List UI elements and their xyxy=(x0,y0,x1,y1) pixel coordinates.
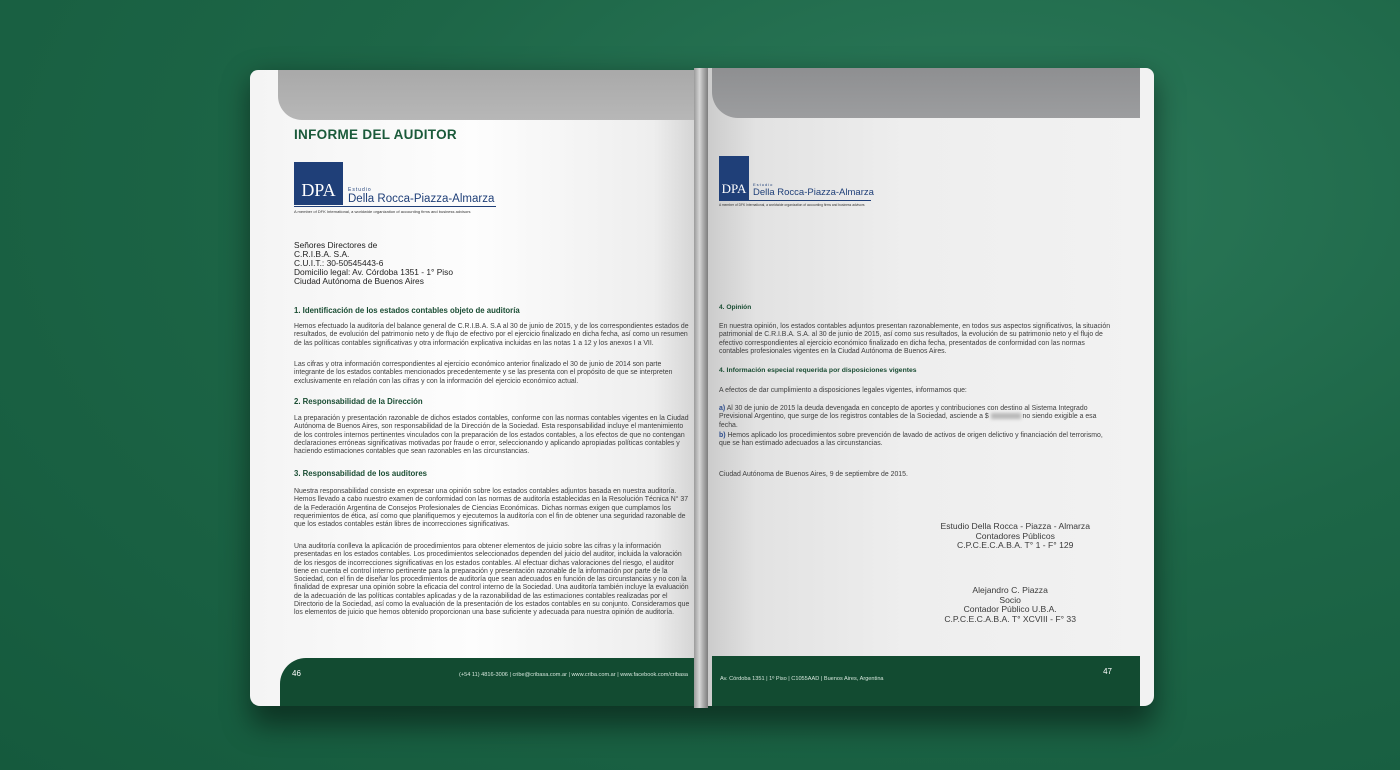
right-page xyxy=(702,68,1154,706)
item-label: a) xyxy=(719,405,726,412)
list-item-b xyxy=(719,432,1113,449)
signature-line: Socio xyxy=(999,594,1021,605)
paragraph: Nuestra responsabilidad consiste en expresar una opinión sobre los estados contables adjuntos basada en nuestra auditoría. Hemos llevado a cabo nuestro examen de conformidad con las normas de auditoría establecidas en la Resolución Técnica N° 37 de la Federación Argentina de Consejos Profesionales de Ciencias Económicas. Dichas normas exigen que cumplamos los requerimientos de ética, así como que planifiquemos y ejecutemos la auditoría con el fin de obtener una seguridad razonable de que los estados contables están libres de incorrecciones significativas. xyxy=(294,488,689,529)
redacted-amount xyxy=(991,413,1021,419)
bottom-green-band xyxy=(280,658,698,706)
signature-line: C.P.C.E.C.A.B.A. T° 1 - F° 129 xyxy=(957,540,1074,551)
dpa-mark: DPA xyxy=(294,162,343,205)
page-number: 47 xyxy=(1103,667,1112,676)
logo-firm-name: Della Rocca-Piazza-Almarza xyxy=(753,187,874,198)
list-item-a xyxy=(719,405,1113,430)
dpa-logo xyxy=(719,156,889,207)
section-heading-5: 4. Información especial requerida por disposiciones vigentes xyxy=(719,367,917,374)
dpa-mark: DPA xyxy=(719,156,749,200)
section-heading-4: 4. Opinión xyxy=(719,304,752,311)
dpa-logo xyxy=(294,162,504,218)
signature-line: Contadores Públicos xyxy=(975,530,1055,541)
section-heading-1: 1. Identificación de los estados contables objeto de auditoría xyxy=(294,306,520,315)
paragraph: Una auditoría conlleva la aplicación de procedimientos para obtener elementos de juicio sobre las cifras y la información presentadas en los estados contables. Los procedimientos seleccionados dependen del juicio del auditor, incluida la valoración de los riesgos de incorrecciones significativas en los estados contables. Al efectuar dichas valoraciones del riesgo, el auditor tiene en cuenta el control interno pertinente para la preparación y presentación razonable de la información por parte de la Sociedad, con el fin de diseñar los procedimientos de auditoría que sean adecuados en función de las circunstancias y no con la finalidad de expresar una opinión sobre la eficacia del control interno de la Sociedad. Una auditoría también incluye la evaluación de la adecuación de las políticas contables aplicadas y de la razonabilidad de las estimaciones contables realizadas por el Directorio de la Sociedad, así como la evaluación de la presentación de los estados contables en su conjunto. Consideramos que los elementos de juicio que hemos obtenido proporcionan una base suficiente y adecuada para nuestra opinión de auditoría. xyxy=(294,543,690,617)
logo-small-text: Estudio xyxy=(348,187,372,193)
bottom-green-band xyxy=(712,656,1140,706)
signature-line: C.P.C.E.C.A.B.A. T° XCVIII - F° 33 xyxy=(944,613,1076,624)
paragraph: La preparación y presentación razonable de dichos estados contables, conforme con las normas contables vigentes en la Ciudad Autónoma de Buenos Aires, son responsabilidad de la Dirección de la Sociedad. Esta responsabilidad incluye el mantenimiento de los controles internos pertinentes vinculados con la preparación de los estados contables, a los efectos de que no contengan declaraciones erróneas significativas motivadas por fraude o error, seleccionando y aplicando apropiadas políticas contables y haciendo estimaciones contables que sean razonables en las circunstancias. xyxy=(294,415,689,456)
signature-partner xyxy=(944,586,1076,624)
logo-rule xyxy=(294,206,496,207)
signature-firm xyxy=(941,522,1091,551)
footer-contact: (+54 11) 4816-3006 | cribe@cribasa.com.ar | www.criba.com.ar | www.facebook.com/cribasa xyxy=(459,672,688,678)
paragraph: En nuestra opinión, los estados contables adjuntos presentan razonablemente, en todos sus aspectos significativos, la situación patrimonial de C.R.I.B.A. S.A. al 30 de junio de 2015, así como sus resultados, la evolución de su patrimonio neto y el flujo de efectivo correspondientes al ejercicio económico finalizado en dicha fecha, presentados de conformidad con las normas contables profesionales vigentes en la Ciudad Autónoma de Buenos Aires. xyxy=(719,323,1111,355)
top-gray-band xyxy=(712,68,1140,118)
paragraph: Las cifras y otra información correspondientes al ejercicio económico anterior finalizado el 30 de junio de 2014 son parte integrante de los estados contables mencionados precedentemente y se las presenta con el propósito de que se interpreten exclusivamente en relación con las cifras y con la información del ejercicio económico actual. xyxy=(294,361,673,385)
item-text: Hemos aplicado los procedimientos sobre prevención de lavado de activos de origen delictivo y financiación del terrorismo, que se han estimado adecuados a las circunstancias. xyxy=(719,432,1103,448)
addressee-line: Domicilio legal: Av. Córdoba 1351 - 1° Piso xyxy=(294,267,453,277)
addressee-line: Señores Directores de xyxy=(294,240,378,250)
top-gray-band xyxy=(278,70,698,120)
page-title: INFORME DEL AUDITOR xyxy=(294,127,457,142)
book-spine xyxy=(694,68,708,708)
logo-firm-name: Della Rocca-Piazza-Almarza xyxy=(348,193,495,205)
paragraph: Hemos efectuado la auditoría del balance general de C.R.I.B.A. S.A al 30 de junio de 2015, y de los correspondientes estados de resultados, de evolución del patrimonio neto y de flujo de efectivo por el ejercicio finalizado en dicha fecha, así como un resumen de las políticas contables significativas y otra información explicativa incluidas en las notas 1 a 12 y los anexos I a VII. xyxy=(294,323,689,347)
section-heading-2: 2. Responsabilidad de la Dirección xyxy=(294,397,423,406)
signature-line: Estudio Della Rocca - Piazza - Almarza xyxy=(940,521,1090,531)
addressee-block xyxy=(294,241,453,286)
addressee-line: C.U.I.T.: 30-50545443-6 xyxy=(294,258,384,268)
logo-rule xyxy=(719,200,871,201)
footer-address: Av. Córdoba 1351 | 1º Piso | C1055AAD | Buenos Aires, Argentina xyxy=(720,676,884,682)
item-text-tail: no siendo exigible a esa fecha. xyxy=(719,413,1097,429)
paragraph: A efectos de dar cumplimiento a disposiciones legales vigentes, informamos que: xyxy=(719,387,967,394)
addressee-line: Ciudad Autónoma de Buenos Aires xyxy=(294,276,424,286)
left-page xyxy=(250,70,698,706)
logo-tagline: A member of DFK International, a worldwide organization of accounting firms and business advisors xyxy=(294,209,471,214)
signature-line: Contador Público U.B.A. xyxy=(963,604,1057,615)
signature-line: Alejandro C. Piazza xyxy=(972,585,1048,595)
logo-tagline: A member of DFK International, a worldwide organization of accounting firms and business advisors xyxy=(719,203,865,207)
page-number: 46 xyxy=(292,669,301,678)
item-text: Al 30 de junio de 2015 la deuda devengada en concepto de aportes y contribuciones con destino al Sistema Integrado Previsional Argentino, que surge de los registros contables de la Sociedad, asciende a $ xyxy=(719,405,1088,421)
section-heading-3: 3. Responsabilidad de los auditores xyxy=(294,469,428,478)
addressee-line: C.R.I.B.A. S.A. xyxy=(294,249,350,259)
logo-small-text: Estudio xyxy=(753,182,774,187)
place-and-date: Ciudad Autónoma de Buenos Aires, 9 de septiembre de 2015. xyxy=(719,471,908,478)
item-label: b) xyxy=(719,432,726,439)
